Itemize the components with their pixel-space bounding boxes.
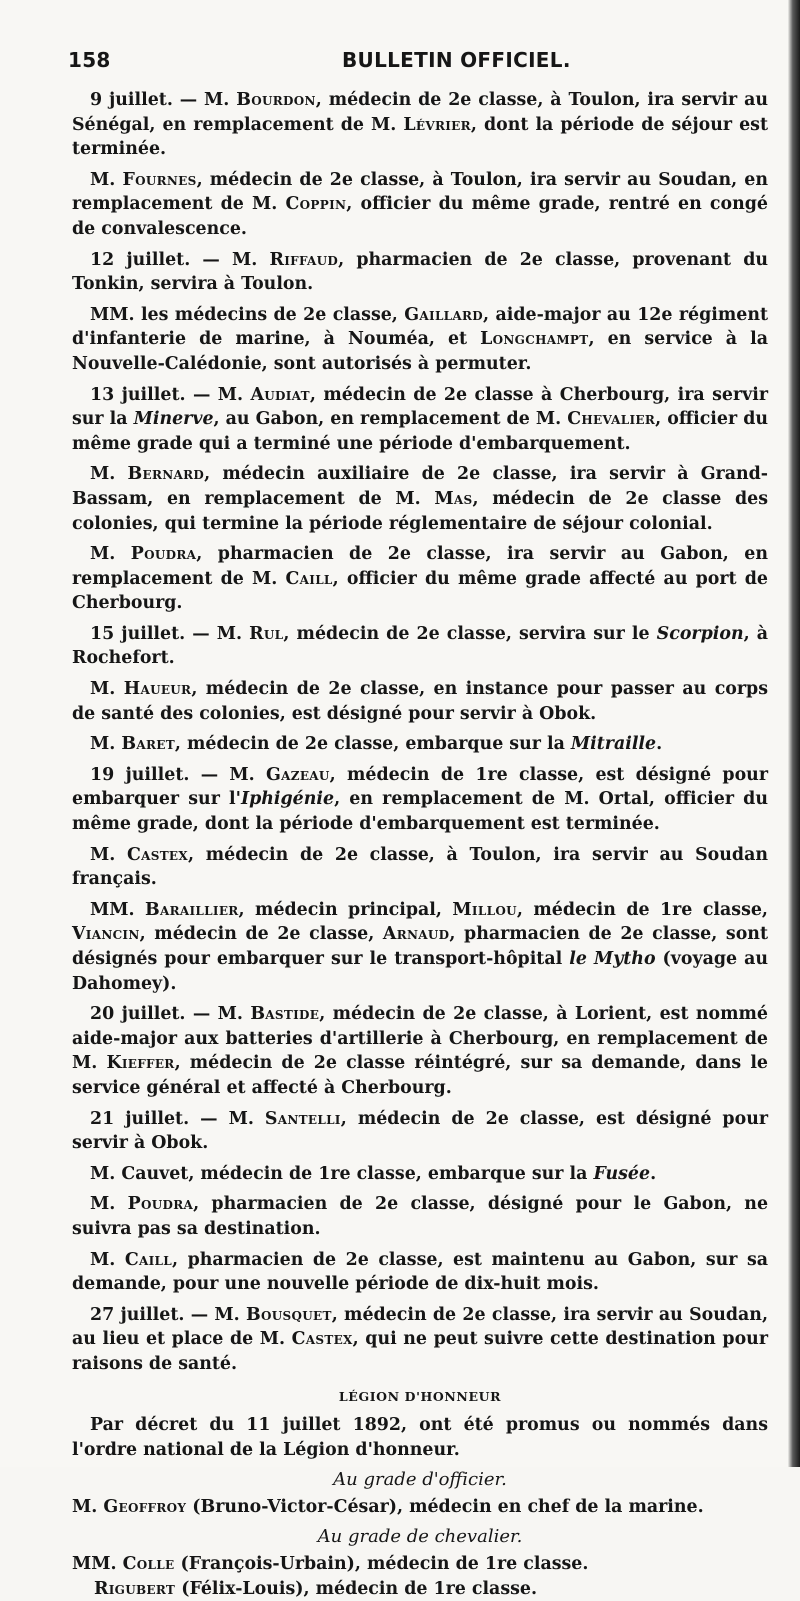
text-run: 15 juillet. — M. [90,623,250,644]
ship-name: Minerve [133,409,214,430]
text-run: 9 juillet. — M. [90,90,237,110]
text-run: , pharmacien de 2e classe, ira servir au Gabon, en remplacement de M. [72,544,769,589]
appointment-entry [72,732,768,757]
text-run: M. [90,844,127,865]
person-name: Viancin [72,924,140,945]
text-run: M. [90,679,124,700]
text-run: 12 juillet. — M. [90,249,270,270]
text-run: , en service à la Nouvelle-Calédonie, sont autorisés à permuter. [72,329,768,374]
appointment-entry [72,303,768,377]
person-name: Geoffroy [103,1496,187,1517]
person-name: Santelli [264,1108,341,1129]
text-run: M. [90,1194,128,1215]
knight-list [72,1552,768,1601]
person-name: Gazeau [266,764,330,785]
person-name: Caill [124,1249,172,1270]
ship-name: Iphigénie [240,789,335,810]
text-run: MM. [90,899,146,920]
text-run: (François-Urbain), médecin de 1re classe. [174,1554,589,1575]
text-run: , médecin de 2e classe des colonies, qui termine la période réglementaire de séjour colonial. [72,488,768,534]
appointment-entry [72,168,768,242]
text-run: , médecin de 2e classe, ira servir au Soudan, au lieu et place de M. [72,1304,769,1350]
appointment-entry [72,622,768,671]
section-title: LÉGION D'HONNEUR [338,1388,502,1404]
knight-entry [72,1577,768,1601]
text-run: , médecin de 2e classe, à Toulon, ira servir au Sénégal, en remplacement de M. [72,90,769,135]
grade-heading-knight: Au grade de chevalier. [317,1526,523,1548]
text-run: , médecin de 2e classe, à Toulon, ira servir au Soudan, en remplacement de M. [72,169,768,215]
person-name: Castex [291,1329,353,1350]
appointment-entry [72,248,768,297]
text-run: MM. les médecins de 2e classe, [90,304,405,325]
text-run: . [650,1163,657,1184]
person-name: Gaillard [404,304,484,325]
text-run: 20 juillet. — M. [90,1004,251,1025]
appointment-entry [72,542,768,616]
text-run: , au Gabon, en remplacement de M. [213,409,568,430]
person-name: Lévrier [403,114,471,135]
appointment-entry [72,1107,768,1156]
text-run: (Bruno-Victor-César), médecin en chef de la marine. [186,1496,704,1517]
text-run: , officier du même grade qui a terminé une période d'embarquement. [72,409,768,454]
person-name: Rul [249,623,284,644]
text-run: , pharmacien de 2e classe, sont désignés pour embarquer sur le transport-hôpital [72,924,768,969]
person-name: Rigubert [94,1578,176,1599]
appointment-entry [72,1192,768,1241]
appointment-entry [72,383,768,457]
text-run: , qui ne peut suivre cette destination pour raisons de santé. [72,1329,768,1374]
appointment-entry [72,898,768,996]
appointment-entry [72,677,768,726]
text-run: , officier du même grade, rentré en congé de convalescence. [72,194,768,239]
person-name: Bourdon [236,90,316,110]
text-run: 27 juillet. — M. [90,1304,247,1325]
person-name: Chevalier [567,409,656,430]
text-run: , pharmacien de 2e classe, provenant du Tonkin, servira à Toulon. [72,249,768,295]
decree-paragraph: Par décret du 11 juillet 1892, ont été promus ou nommés dans l'ordre national de la Légion d'honneur. [72,1415,768,1460]
text-run: , médecin de 2e classe, embarque sur la [174,734,571,755]
running-title: BULLETIN OFFICIEL. [342,48,571,72]
text-run: M. [72,1496,104,1517]
text-run: M. [90,734,122,755]
book-spine-shadow [788,0,800,1467]
person-name: Castex [126,844,188,865]
text-run: , médecin de 2e classe, à Toulon, ira servir au Soudan français. [72,844,768,890]
appointment-entry [72,1162,768,1187]
text-run: , médecin de 2e classe, est désigné pour servir à Obok. [72,1108,768,1154]
text-run: 19 juillet. — M. [90,764,266,785]
appointment-entry [72,1248,768,1297]
text-run: , médecin de 1re classe, [516,899,768,920]
text-run: , médecin de 2e classe, [139,924,383,945]
text-run: , pharmacien de 2e classe, désigné pour le Gabon, ne suivra pas sa destination. [72,1194,769,1239]
page-number: 158 [68,48,111,72]
person-name: Caill [285,568,333,589]
person-name: Bernard [127,464,205,485]
person-name: Fournes [122,169,197,190]
ship-name: Scorpion [656,623,744,644]
text-run: , médecin de 2e classe, à Lorient, est nommé aide-major aux batteries d'artillerie à Cherbourg, en remplacement de M. [72,1004,768,1074]
text-run: 13 juillet. — M. [90,384,251,405]
person-name: Baraillier [145,899,239,920]
text-run: , médecin de 2e classe, servira sur le [283,623,657,644]
page-header [68,48,768,78]
text-run: , officier du même grade affecté au port de Cherbourg. [72,568,768,614]
text-run: . [656,734,663,755]
person-name: Colle [122,1554,175,1575]
person-name: Audiat [250,384,310,405]
officer-entry [72,1495,768,1520]
person-name: Riffaud [269,249,339,270]
person-name: Millou [452,899,517,920]
person-name: Poudra [130,544,197,565]
ship-name: le Mytho [569,949,656,969]
text-run: M. [90,1249,125,1270]
text-run: , médecin auxiliaire de 2e classe, ira servir à Grand-Bassam, en remplacement de M. [72,464,769,509]
text-run: , dont la période de séjour est terminée. [72,114,768,160]
person-name: Baret [121,734,175,755]
person-name: Bastide [250,1004,320,1025]
appointment-entry [72,462,768,536]
person-name: Longchampt [480,329,589,350]
person-name: Kieffer [106,1053,175,1074]
ship-name: Mitraille [570,734,657,755]
text-run: M. [90,464,128,485]
document-body [72,88,768,1601]
person-name: Haueur [123,679,192,700]
text-run: , pharmacien de 2e classe, est maintenu au Gabon, sur sa demande, pour une nouvelle période de dix-huit mois. [72,1249,768,1295]
grade-heading-officer: Au grade d'officier. [333,1469,507,1491]
appointment-entry [72,1303,768,1377]
text-run: , médecin de 2e classe, en instance pour passer au corps de santé des colonies, est désigné pour servir à Obok. [72,679,769,724]
text-run: , médecin de 2e classe à Cherbourg, ira servir sur la [72,384,768,430]
text-run: (Félix-Louis), médecin de 1re classe. [175,1578,538,1599]
text-run: , médecin de 1re classe, est désigné pour embarquer sur l' [72,764,768,810]
text-run: M. [90,544,131,565]
appointment-entry [72,1002,768,1100]
text-run: 21 juillet. — M. [90,1108,265,1129]
person-name: Poudra [127,1194,194,1215]
knight-entry [72,1552,768,1577]
appointment-list [72,88,768,1377]
appointment-entry [72,763,768,837]
person-name: Bousquet [246,1304,332,1325]
text-run: (voyage au Dahomey). [72,949,769,994]
appointment-entry [72,88,768,162]
text-run: , médecin de 2e classe réintégré, sur sa demande, dans le service général et affecté à Cherbourg. [72,1053,768,1098]
text-run: MM. [72,1554,123,1575]
appointment-entry [72,843,768,892]
text-run: , en remplacement de M. Ortal, officier du même grade, dont la période d'embarquement est terminée. [72,789,768,835]
text-run: , à Rochefort. [72,623,769,669]
person-name: Arnaud [382,924,450,945]
text-run: M. [90,169,123,190]
person-name: Mas [434,488,473,509]
text-run: M. Cauvet, médecin de 1re classe, embarque sur la [90,1163,594,1184]
text-run: , aide-major au 12e régiment d'infanterie de marine, à Nouméa, et [72,304,768,350]
ship-name: Fusée [593,1163,651,1184]
text-run: , médecin principal, [238,899,453,920]
person-name: Coppin [285,194,347,215]
